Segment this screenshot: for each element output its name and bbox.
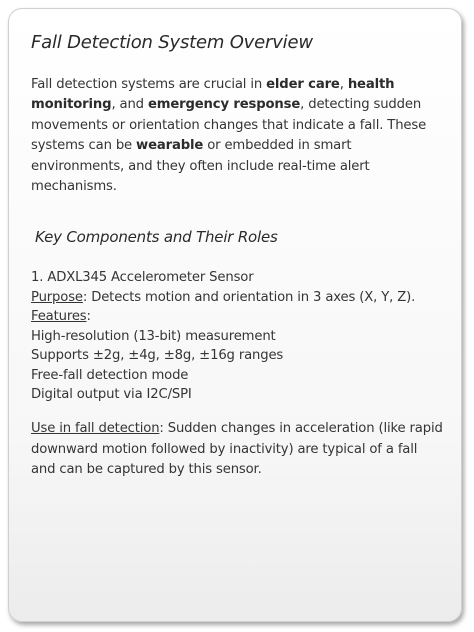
purpose-text: : Detects motion and orientation in 3 axes (X, Y, Z). (82, 289, 416, 305)
features-line (31, 307, 445, 327)
purpose-label: Purpose (31, 289, 83, 305)
feature-item: Digital output via I2C/SPI (31, 387, 192, 402)
features-label: Features (31, 309, 87, 324)
feature-item: Free-fall detection mode (31, 367, 189, 383)
intro-text-4: , detecting sudden movements or orientation changes that indicate a fall. These systems can be (31, 97, 427, 154)
component-block (31, 268, 445, 405)
intro-text-1: Fall detection systems are crucial in (31, 77, 267, 92)
features-colon: : (86, 309, 91, 324)
intro-bold-health-monitoring: health monitoring (31, 77, 395, 113)
use-text: : Sudden changes in acceleration (like rapid downward motion followed by inactivity) are typical of a fall and can be captured by this sensor. (31, 421, 443, 477)
use-label: Use in fall detection (31, 421, 160, 436)
use-in-fall-detection (31, 419, 445, 481)
intro-bold-wearable: wearable (136, 138, 204, 154)
feature-item: High-resolution (13-bit) measurement (31, 328, 276, 344)
intro-text-5: or embedded in smart environments, and they often include real-time alert mechanisms. (31, 138, 370, 195)
intro-text-2: , (339, 77, 348, 92)
component-heading: 1. ADXL345 Accelerometer Sensor (31, 270, 254, 285)
slide-title: Fall Detection System Overview (31, 32, 313, 53)
section-heading: Key Components and Their Roles (35, 228, 278, 246)
purpose-line (31, 288, 445, 308)
intro-text-3: , and (111, 97, 148, 113)
intro-bold-emergency-response: emergency response (147, 97, 301, 113)
feature-item: Supports ±2g, ±4g, ±8g, ±16g ranges (31, 348, 284, 363)
intro-bold-elder-care: elder care (266, 77, 340, 92)
intro-paragraph (31, 75, 443, 197)
